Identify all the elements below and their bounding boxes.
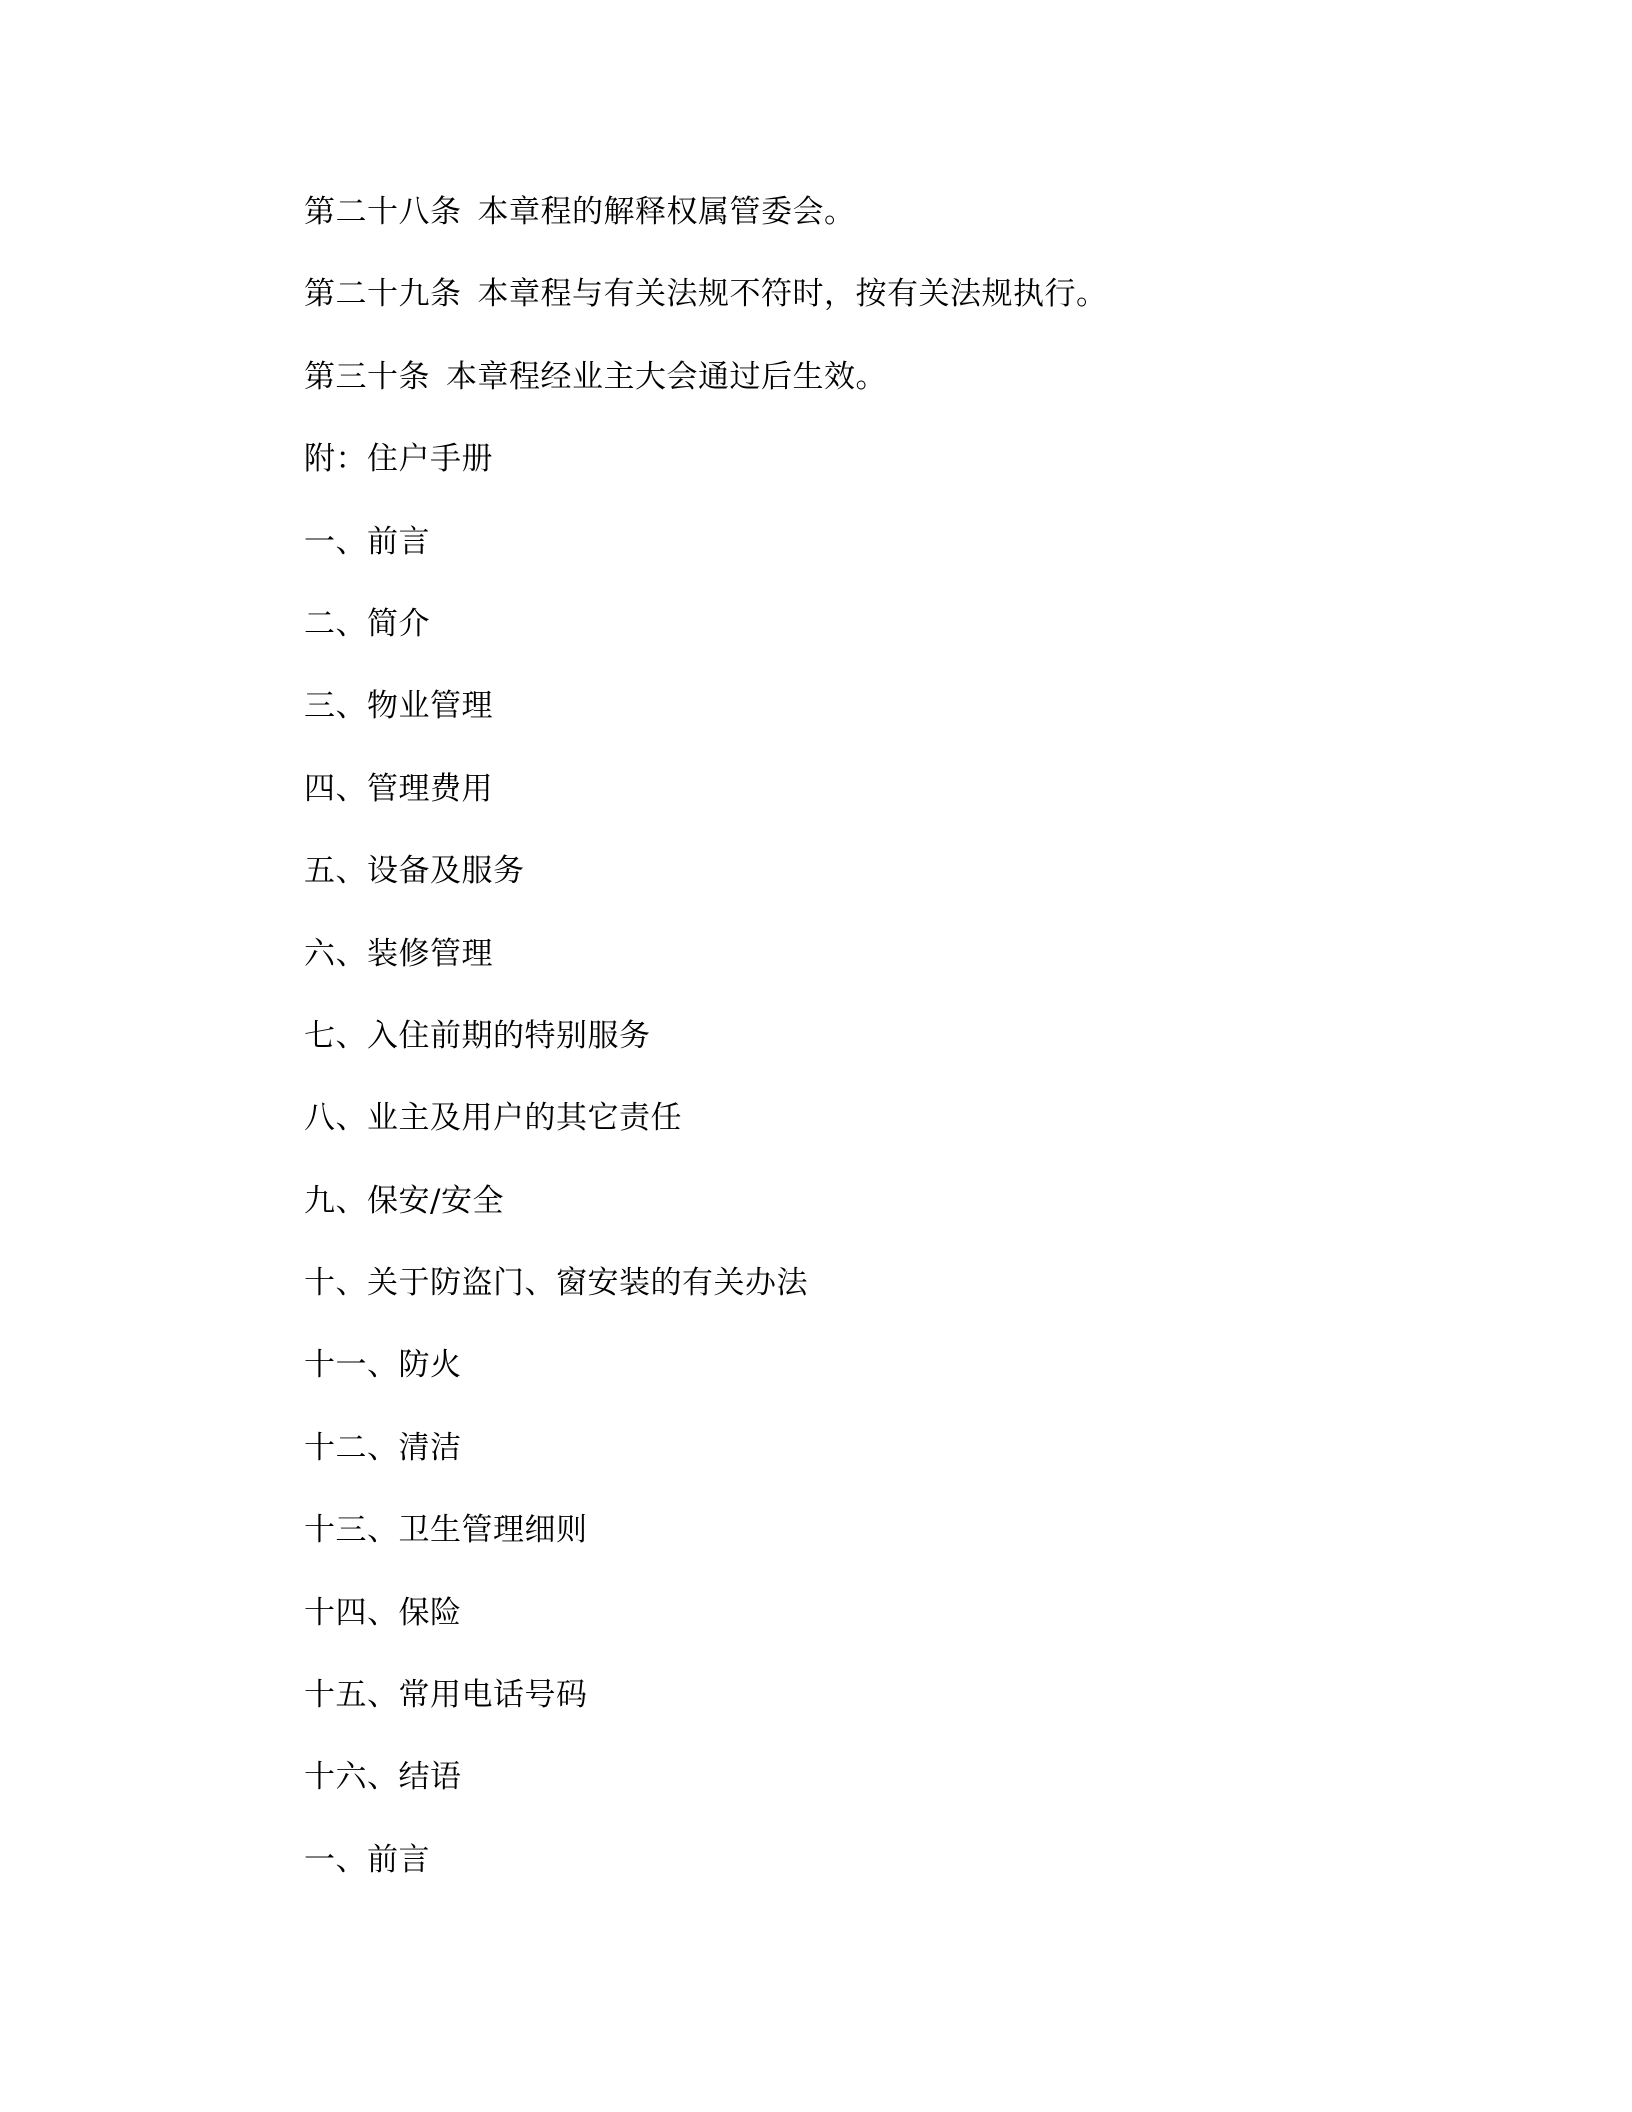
toc-item-renovation: 六、装修管理: [304, 935, 493, 972]
toc-item-insurance: 十四、保险: [304, 1594, 462, 1631]
toc-item-fire-prevention: 十一、防火: [304, 1347, 462, 1384]
toc-item-owner-responsibilities: 八、业主及用户的其它责任: [304, 1100, 682, 1137]
article-text: 本章程的解释权属管委会。: [477, 194, 856, 230]
toc-item-move-in-services: 七、入住前期的特别服务: [304, 1017, 651, 1054]
toc-item-phone-numbers: 十五、常用电话号码: [304, 1677, 588, 1714]
toc-item-security-doors: 十、关于防盗门、窗安装的有关办法: [304, 1265, 808, 1302]
toc-item-equipment-services: 五、设备及服务: [304, 853, 525, 890]
toc-item-introduction: 二、简介: [304, 605, 430, 642]
toc-item-management-fees: 四、管理费用: [304, 770, 493, 807]
article-number: 第三十条: [304, 358, 430, 395]
document-body: [304, 188, 1404, 1918]
article-number: 第二十九条: [304, 276, 462, 313]
toc-item-security: 九、保安/安全: [304, 1182, 504, 1219]
article-text: 本章程与有关法规不符时，按有关法规执行。: [477, 276, 1108, 313]
toc-item-preface: 一、前言: [304, 523, 430, 560]
article-29: [304, 270, 1404, 352]
article-28: [304, 188, 1404, 270]
article-text: 本章程经业主大会通过后生效。: [446, 358, 887, 395]
toc-item-cleaning: 十二、清洁: [304, 1429, 462, 1466]
article-30: [304, 353, 1404, 435]
article-number: 第二十八条: [304, 194, 462, 230]
toc-item-hygiene-rules: 十三、卫生管理细则: [304, 1512, 588, 1549]
section-heading-preface: 一、前言: [304, 1841, 430, 1878]
appendix-title: 附：住户手册: [304, 441, 493, 478]
toc-item-conclusion: 十六、结语: [304, 1759, 462, 1796]
toc-item-property-management: 三、物业管理: [304, 688, 493, 725]
